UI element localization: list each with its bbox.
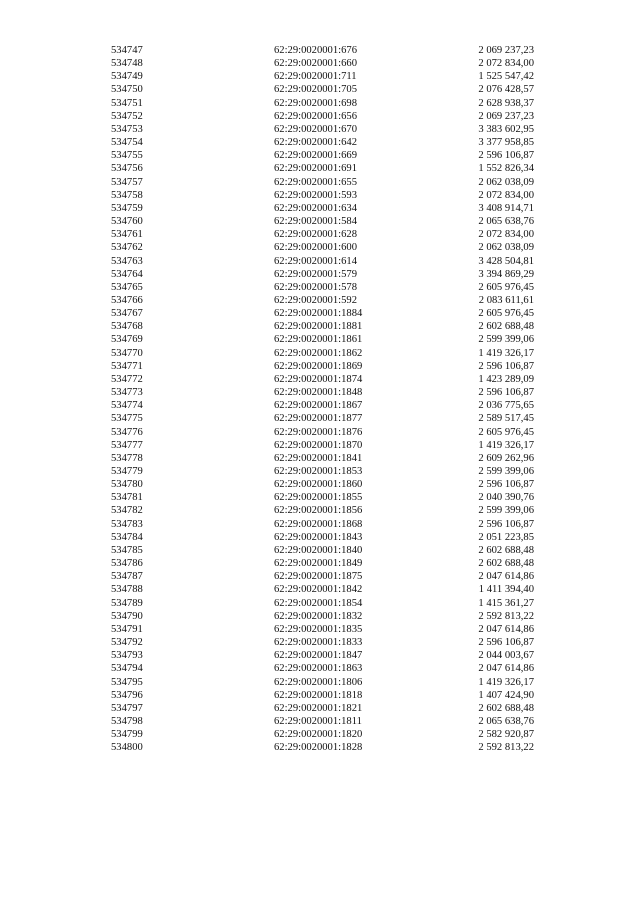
value-cell: 2 602 688,48 [478, 702, 534, 714]
value-cell: 2 592 813,22 [478, 742, 534, 754]
cadastral-number-cell: 62:29:0020001:584 [274, 216, 357, 228]
table-row [0, 44, 640, 57]
value-cell: 2 599 399,06 [478, 466, 534, 477]
row-number-cell: 534786 [111, 558, 143, 570]
value-cell: 2 582 920,87 [478, 729, 534, 741]
row-number-cell: 534764 [111, 268, 143, 280]
cadastral-number-cell: 62:29:0020001:578 [274, 281, 357, 293]
row-number-cell: 534767 [111, 308, 143, 320]
value-cell: 3 377 958,85 [478, 137, 534, 149]
value-cell: 2 072 834,00 [478, 58, 534, 70]
row-number-cell: 534797 [111, 702, 143, 714]
table-row [0, 597, 640, 610]
row-number-cell: 534770 [111, 347, 143, 359]
table-row [0, 491, 640, 504]
table-row [0, 281, 640, 294]
value-cell: 2 628 938,37 [478, 97, 534, 109]
cadastral-number-cell: 62:29:0020001:1862 [274, 347, 363, 359]
row-number-cell: 534772 [111, 373, 143, 385]
row-number-cell: 534784 [111, 531, 143, 543]
row-number-cell: 534795 [111, 676, 143, 688]
value-cell: 3 428 504,81 [478, 255, 534, 267]
value-cell: 2 602 688,48 [478, 558, 534, 570]
cadastral-number-cell: 62:29:0020001:1870 [274, 439, 363, 451]
row-number-cell: 534749 [111, 71, 143, 83]
cadastral-number-cell: 62:29:0020001:1855 [274, 492, 363, 504]
table-row [0, 676, 640, 689]
value-cell: 1 525 547,42 [478, 71, 534, 83]
value-cell: 2 596 106,87 [478, 150, 534, 162]
table-row [0, 478, 640, 491]
table-row [0, 518, 640, 531]
row-number-cell: 534759 [111, 202, 143, 214]
cadastral-number-cell: 62:29:0020001:1821 [274, 702, 363, 714]
table-row [0, 202, 640, 215]
table-row [0, 504, 640, 517]
table-row [0, 557, 640, 570]
row-number-cell: 534775 [111, 413, 143, 425]
value-cell: 2 062 038,09 [478, 176, 534, 188]
row-number-cell: 534778 [111, 452, 143, 464]
table-row [0, 412, 640, 425]
cadastral-number-cell: 62:29:0020001:1874 [274, 373, 363, 385]
table-row [0, 347, 640, 360]
table-row [0, 689, 640, 702]
row-number-cell: 534780 [111, 479, 143, 491]
cadastral-number-cell: 62:29:0020001:600 [274, 242, 357, 254]
table-row [0, 268, 640, 281]
table-row [0, 623, 640, 636]
table-row [0, 70, 640, 83]
table-row [0, 702, 640, 715]
row-number-cell: 534793 [111, 650, 143, 662]
row-number-cell: 534776 [111, 426, 143, 438]
row-number-cell: 534792 [111, 637, 143, 649]
table-row [0, 399, 640, 412]
table-row [0, 662, 640, 675]
cadastral-number-cell: 62:29:0020001:655 [274, 176, 357, 188]
value-cell: 2 599 399,06 [478, 505, 534, 517]
row-number-cell: 534783 [111, 518, 143, 530]
table-row [0, 57, 640, 70]
value-cell: 2 599 399,06 [478, 334, 534, 346]
value-cell: 1 552 826,34 [478, 163, 534, 175]
value-cell: 1 411 394,40 [478, 584, 534, 596]
table-row [0, 465, 640, 478]
cadastral-number-cell: 62:29:0020001:1818 [274, 689, 363, 701]
cadastral-number-cell: 62:29:0020001:1875 [274, 571, 363, 583]
table-row [0, 215, 640, 228]
value-cell: 2 596 106,87 [478, 387, 534, 399]
value-cell: 1 419 326,17 [478, 676, 534, 688]
table-row [0, 741, 640, 754]
cadastral-number-cell: 62:29:0020001:1877 [274, 413, 363, 425]
table-row [0, 83, 640, 96]
table-row [0, 636, 640, 649]
cadastral-number-cell: 62:29:0020001:642 [274, 137, 357, 149]
row-number-cell: 534751 [111, 97, 143, 109]
value-cell: 2 047 614,86 [478, 663, 534, 675]
row-number-cell: 534800 [111, 742, 143, 754]
cadastral-number-cell: 62:29:0020001:1856 [274, 505, 363, 517]
value-cell: 2 605 976,45 [478, 426, 534, 438]
row-number-cell: 534787 [111, 571, 143, 583]
cadastral-number-cell: 62:29:0020001:698 [274, 97, 357, 109]
cadastral-number-cell: 62:29:0020001:711 [274, 71, 357, 83]
cadastral-number-cell: 62:29:0020001:1832 [274, 610, 363, 622]
data-table [0, 44, 640, 754]
cadastral-number-cell: 62:29:0020001:1861 [274, 334, 363, 346]
table-row [0, 649, 640, 662]
table-row [0, 162, 640, 175]
table-row [0, 386, 640, 399]
value-cell: 2 062 038,09 [478, 242, 534, 254]
cadastral-number-cell: 62:29:0020001:1828 [274, 742, 363, 754]
table-row [0, 189, 640, 202]
cadastral-number-cell: 62:29:0020001:592 [274, 294, 357, 306]
row-number-cell: 534748 [111, 58, 143, 70]
value-cell: 2 040 390,76 [478, 492, 534, 504]
cadastral-number-cell: 62:29:0020001:1868 [274, 518, 363, 530]
table-row [0, 610, 640, 623]
table-row [0, 583, 640, 596]
cadastral-number-cell: 62:29:0020001:669 [274, 150, 357, 162]
value-cell: 2 596 106,87 [478, 479, 534, 491]
row-number-cell: 534777 [111, 439, 143, 451]
cadastral-number-cell: 62:29:0020001:691 [274, 163, 357, 175]
cadastral-number-cell: 62:29:0020001:705 [274, 84, 357, 96]
value-cell: 2 072 834,00 [478, 229, 534, 241]
row-number-cell: 534771 [111, 360, 143, 372]
row-number-cell: 534799 [111, 729, 143, 741]
row-number-cell: 534774 [111, 400, 143, 412]
table-row [0, 97, 640, 110]
table-row [0, 307, 640, 320]
value-cell: 2 602 688,48 [478, 321, 534, 333]
cadastral-number-cell: 62:29:0020001:676 [274, 45, 357, 56]
row-number-cell: 534782 [111, 505, 143, 517]
cadastral-number-cell: 62:29:0020001:579 [274, 268, 357, 280]
value-cell: 1 419 326,17 [478, 439, 534, 451]
row-number-cell: 534755 [111, 150, 143, 162]
row-number-cell: 534773 [111, 387, 143, 399]
value-cell: 3 383 602,95 [478, 123, 534, 135]
value-cell: 2 065 638,76 [478, 715, 534, 727]
cadastral-number-cell: 62:29:0020001:1860 [274, 479, 363, 491]
table-row [0, 570, 640, 583]
row-number-cell: 534760 [111, 216, 143, 228]
cadastral-number-cell: 62:29:0020001:1848 [274, 387, 363, 399]
value-cell: 1 423 289,09 [478, 373, 534, 385]
value-cell: 2 065 638,76 [478, 216, 534, 228]
cadastral-number-cell: 62:29:0020001:628 [274, 229, 357, 241]
table-row [0, 360, 640, 373]
row-number-cell: 534790 [111, 610, 143, 622]
row-number-cell: 534779 [111, 466, 143, 477]
value-cell: 2 047 614,86 [478, 623, 534, 635]
value-cell: 2 596 106,87 [478, 360, 534, 372]
cadastral-number-cell: 62:29:0020001:660 [274, 58, 357, 70]
value-cell: 2 044 003,67 [478, 650, 534, 662]
cadastral-number-cell: 62:29:0020001:634 [274, 202, 357, 214]
cadastral-number-cell: 62:29:0020001:1843 [274, 531, 363, 543]
value-cell: 2 589 517,45 [478, 413, 534, 425]
cadastral-number-cell: 62:29:0020001:1806 [274, 676, 363, 688]
table-row [0, 149, 640, 162]
cadastral-number-cell: 62:29:0020001:1854 [274, 597, 363, 609]
cadastral-number-cell: 62:29:0020001:1841 [274, 452, 363, 464]
cadastral-number-cell: 62:29:0020001:670 [274, 123, 357, 135]
value-cell: 1 415 361,27 [478, 597, 534, 609]
row-number-cell: 534765 [111, 281, 143, 293]
cadastral-number-cell: 62:29:0020001:1811 [274, 715, 362, 727]
row-number-cell: 534791 [111, 623, 143, 635]
table-row [0, 544, 640, 557]
row-number-cell: 534789 [111, 597, 143, 609]
cadastral-number-cell: 62:29:0020001:1853 [274, 466, 363, 477]
row-number-cell: 534758 [111, 189, 143, 201]
value-cell: 2 592 813,22 [478, 610, 534, 622]
cadastral-number-cell: 62:29:0020001:614 [274, 255, 357, 267]
row-number-cell: 534757 [111, 176, 143, 188]
table-row [0, 426, 640, 439]
value-cell: 2 596 106,87 [478, 518, 534, 530]
row-number-cell: 534756 [111, 163, 143, 175]
table-row [0, 373, 640, 386]
row-number-cell: 534750 [111, 84, 143, 96]
cadastral-number-cell: 62:29:0020001:1881 [274, 321, 363, 333]
row-number-cell: 534785 [111, 544, 143, 556]
value-cell: 2 076 428,57 [478, 84, 534, 96]
table-row [0, 294, 640, 307]
value-cell: 2 596 106,87 [478, 637, 534, 649]
row-number-cell: 534768 [111, 321, 143, 333]
table-row [0, 728, 640, 741]
value-cell: 2 605 976,45 [478, 308, 534, 320]
row-number-cell: 534788 [111, 584, 143, 596]
cadastral-number-cell: 62:29:0020001:1835 [274, 623, 363, 635]
row-number-cell: 534763 [111, 255, 143, 267]
table-row [0, 228, 640, 241]
table-row [0, 255, 640, 268]
cadastral-number-cell: 62:29:0020001:1847 [274, 650, 363, 662]
row-number-cell: 534769 [111, 334, 143, 346]
row-number-cell: 534794 [111, 663, 143, 675]
table-row [0, 110, 640, 123]
row-number-cell: 534754 [111, 137, 143, 149]
value-cell: 2 047 614,86 [478, 571, 534, 583]
table-row [0, 531, 640, 544]
cadastral-number-cell: 62:29:0020001:1863 [274, 663, 363, 675]
table-row [0, 452, 640, 465]
value-cell: 2 036 775,65 [478, 400, 534, 412]
cadastral-number-cell: 62:29:0020001:1867 [274, 400, 363, 412]
table-row [0, 715, 640, 728]
table-row [0, 241, 640, 254]
value-cell: 2 069 237,23 [478, 45, 534, 56]
row-number-cell: 534747 [111, 45, 143, 56]
cadastral-number-cell: 62:29:0020001:593 [274, 189, 357, 201]
cadastral-number-cell: 62:29:0020001:1869 [274, 360, 363, 372]
value-cell: 2 069 237,23 [478, 110, 534, 122]
row-number-cell: 534761 [111, 229, 143, 241]
value-cell: 2 605 976,45 [478, 281, 534, 293]
table-row [0, 123, 640, 136]
cadastral-number-cell: 62:29:0020001:1849 [274, 558, 363, 570]
row-number-cell: 534781 [111, 492, 143, 504]
row-number-cell: 534798 [111, 715, 143, 727]
value-cell: 3 408 914,71 [478, 202, 534, 214]
table-row [0, 333, 640, 346]
value-cell: 2 602 688,48 [478, 544, 534, 556]
cadastral-number-cell: 62:29:0020001:656 [274, 110, 357, 122]
row-number-cell: 534766 [111, 294, 143, 306]
value-cell: 2 609 262,96 [478, 452, 534, 464]
value-cell: 2 083 611,61 [478, 294, 534, 306]
table-row [0, 136, 640, 149]
value-cell: 3 394 869,29 [478, 268, 534, 280]
cadastral-number-cell: 62:29:0020001:1842 [274, 584, 363, 596]
value-cell: 1 407 424,90 [478, 689, 534, 701]
row-number-cell: 534752 [111, 110, 143, 122]
value-cell: 2 072 834,00 [478, 189, 534, 201]
value-cell: 1 419 326,17 [478, 347, 534, 359]
row-number-cell: 534796 [111, 689, 143, 701]
value-cell: 2 051 223,85 [478, 531, 534, 543]
cadastral-number-cell: 62:29:0020001:1820 [274, 729, 363, 741]
row-number-cell: 534762 [111, 242, 143, 254]
cadastral-number-cell: 62:29:0020001:1884 [274, 308, 363, 320]
table-row [0, 439, 640, 452]
table-row [0, 320, 640, 333]
cadastral-number-cell: 62:29:0020001:1840 [274, 544, 363, 556]
cadastral-number-cell: 62:29:0020001:1833 [274, 637, 363, 649]
cadastral-number-cell: 62:29:0020001:1876 [274, 426, 363, 438]
row-number-cell: 534753 [111, 123, 143, 135]
table-row [0, 176, 640, 189]
